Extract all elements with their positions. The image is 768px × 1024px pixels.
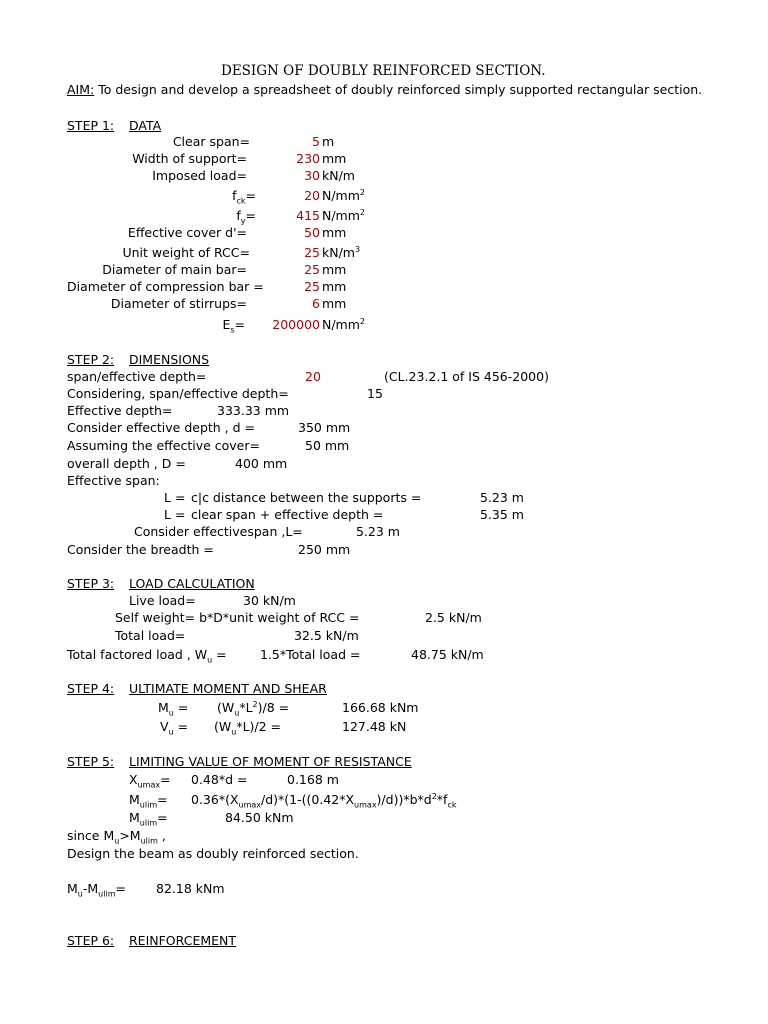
factored-load-label: Total factored load , $W_u$ = <box>67 647 227 665</box>
l2-label: L = <box>164 507 186 522</box>
step5-number: STEP 5: <box>67 754 115 769</box>
assume-cover-label: Assuming the effective cover= <box>67 438 260 453</box>
aim-label: AIM: <box>67 82 95 97</box>
mu-minus-mulim-label: $M_u-M_{ulim}=$ <box>67 881 126 899</box>
xumax-formula: 0.48*d = <box>191 772 248 787</box>
data-value-stirrups: 6 <box>312 296 320 311</box>
mu-value: 166.68 kNm <box>342 700 419 715</box>
step1-number: STEP 1: <box>67 118 115 133</box>
data-unit-clear-span: m <box>322 134 335 149</box>
data-label-main-bar: Diameter of main bar= <box>102 262 247 277</box>
xumax-value: 0.168 m <box>287 772 339 787</box>
self-weight-label: Self weight= b*D*unit weight of RCC = <box>115 610 360 625</box>
data-value-clear-span: 5 <box>312 134 320 149</box>
mu-minus-mulim-value: 82.18 kNm <box>156 881 225 896</box>
data-unit-imposed-load: kN/m <box>322 168 355 183</box>
step4-heading: ULTIMATE MOMENT AND SHEAR <box>129 681 327 696</box>
data-unit-effective-cover: mm <box>322 225 347 240</box>
assume-cover-value: 50 mm <box>305 438 350 453</box>
data-value-fck: 20 <box>304 188 320 203</box>
data-unit-fy: $N/mm^2$ <box>322 207 366 223</box>
mulim-value: 84.50 kNm <box>225 810 294 825</box>
step1-heading: DATA <box>129 118 162 133</box>
data-unit-es: $N/mm^2$ <box>322 316 366 332</box>
consider-span-value: 5.23 m <box>356 524 400 539</box>
data-value-es: 200000 <box>272 317 320 332</box>
step2-heading: DIMENSIONS <box>129 352 210 367</box>
effective-depth-label: Effective depth= <box>67 403 173 418</box>
consider-span-label: Consider effectivespan ,L= <box>134 524 303 539</box>
xumax-label: $X_{umax}=$ <box>129 772 171 790</box>
data-unit-fck: $N/mm^2$ <box>322 187 366 203</box>
step6-number: STEP 6: <box>67 933 115 948</box>
data-label-effective-cover: Effective cover d'= <box>127 225 247 240</box>
data-value-fy: 415 <box>296 208 320 223</box>
consider-d-label: Consider effective depth , d = <box>67 420 256 435</box>
effective-depth-value: 333.33 mm <box>217 403 290 418</box>
data-unit-compression-bar: mm <box>322 279 347 294</box>
data-unit-width-support: mm <box>322 151 347 166</box>
considering-span-depth-value: 15 <box>367 386 383 401</box>
data-value-width-support: 230 <box>296 151 320 166</box>
data-label-fck: $f_{ck}=$ <box>232 188 256 206</box>
step6-heading: REINFORCEMENT <box>129 933 237 948</box>
overall-depth-value: 400 mm <box>235 456 288 471</box>
aim-text: To design and develop a spreadsheet of doubly reinforced simply supported rectangular section. <box>94 82 703 97</box>
data-value-effective-cover: 50 <box>304 225 320 240</box>
considering-span-depth-label: Considering, span/effective depth= <box>67 386 289 401</box>
data-label-fy: $f_y=$ <box>236 208 256 226</box>
data-unit-stirrups: mm <box>322 296 347 311</box>
mulim-formula: $0.36*(X_{umax}/d)*(1-((0.42*X_{umax})/d))*b*d^2*f_{ck}$ <box>191 791 457 810</box>
factored-load-value: 48.75 kN/m <box>411 647 484 662</box>
data-value-main-bar: 25 <box>304 262 320 277</box>
step5-heading: LIMITING VALUE OF MOMENT OF RESISTANCE <box>129 754 412 769</box>
step3-number: STEP 3: <box>67 576 115 591</box>
step3-heading: LOAD CALCULATION <box>129 576 255 591</box>
total-load-label: Total load= <box>115 628 186 643</box>
data-value-compression-bar: 25 <box>304 279 320 294</box>
data-label-width-support: Width of support= <box>132 151 247 166</box>
data-label-stirrups: Diameter of stirrups= <box>110 296 247 311</box>
page-title: DESIGN OF DOUBLY REINFORCED SECTION. <box>221 63 546 79</box>
vu-label: $V_u$ = <box>160 719 189 737</box>
live-load-label: Live load= <box>129 593 196 608</box>
mulim-label: $M_{ulim}=$ <box>129 792 168 810</box>
effective-span-label: Effective span: <box>67 473 160 488</box>
l1-value: 5.23 m <box>480 490 524 505</box>
mu-label: $M_u$ = <box>158 700 189 718</box>
data-value-imposed-load: 30 <box>304 168 320 183</box>
mulim-value-label: $M_{ulim}=$ <box>129 810 168 828</box>
breadth-label: Consider the breadth = <box>67 542 214 557</box>
breadth-value: 250 mm <box>298 542 351 557</box>
live-load-value: 30 kN/m <box>243 593 296 608</box>
data-label-clear-span: Clear span= <box>172 134 250 149</box>
vu-formula: $(W_u*L)/2$ = <box>214 719 282 737</box>
vu-value: 127.48 kN <box>342 719 407 734</box>
total-load-value: 32.5 kN/m <box>294 628 359 643</box>
l1-label: L = <box>164 490 186 505</box>
span-depth-reference: (CL.23.2.1 of IS 456-2000) <box>384 369 549 384</box>
l2-value: 5.35 m <box>480 507 524 522</box>
factored-load-formula: 1.5*Total load = <box>260 647 361 662</box>
l1-text: c|c distance between the supports = <box>191 490 422 505</box>
aim-line <box>67 82 702 97</box>
data-value-unit-weight: 25 <box>304 245 320 260</box>
since-condition: since $M_u>M_{ulim}$ , <box>67 828 166 846</box>
mu-formula: $(W_u*L^2)/8$ = <box>217 699 290 718</box>
overall-depth-label: overall depth , D = <box>67 456 186 471</box>
span-depth-label: span/effective depth= <box>67 369 207 384</box>
l2-text: clear span + effective depth = <box>191 507 384 522</box>
self-weight-value: 2.5 kN/m <box>425 610 482 625</box>
span-depth-value: 20 <box>305 369 321 384</box>
design-statement: Design the beam as doubly reinforced section. <box>67 846 359 861</box>
data-label-compression-bar: Diameter of compression bar = <box>67 279 264 294</box>
step4-number: STEP 4: <box>67 681 115 696</box>
data-label-unit-weight: Unit weight of RCC= <box>122 245 250 260</box>
data-label-es: $E_s=$ <box>222 317 245 335</box>
data-unit-main-bar: mm <box>322 262 347 277</box>
consider-d-value: 350 mm <box>298 420 351 435</box>
data-unit-unit-weight: $kN/m^3$ <box>322 244 361 260</box>
step2-number: STEP 2: <box>67 352 115 367</box>
data-label-imposed-load: Imposed load= <box>152 168 247 183</box>
